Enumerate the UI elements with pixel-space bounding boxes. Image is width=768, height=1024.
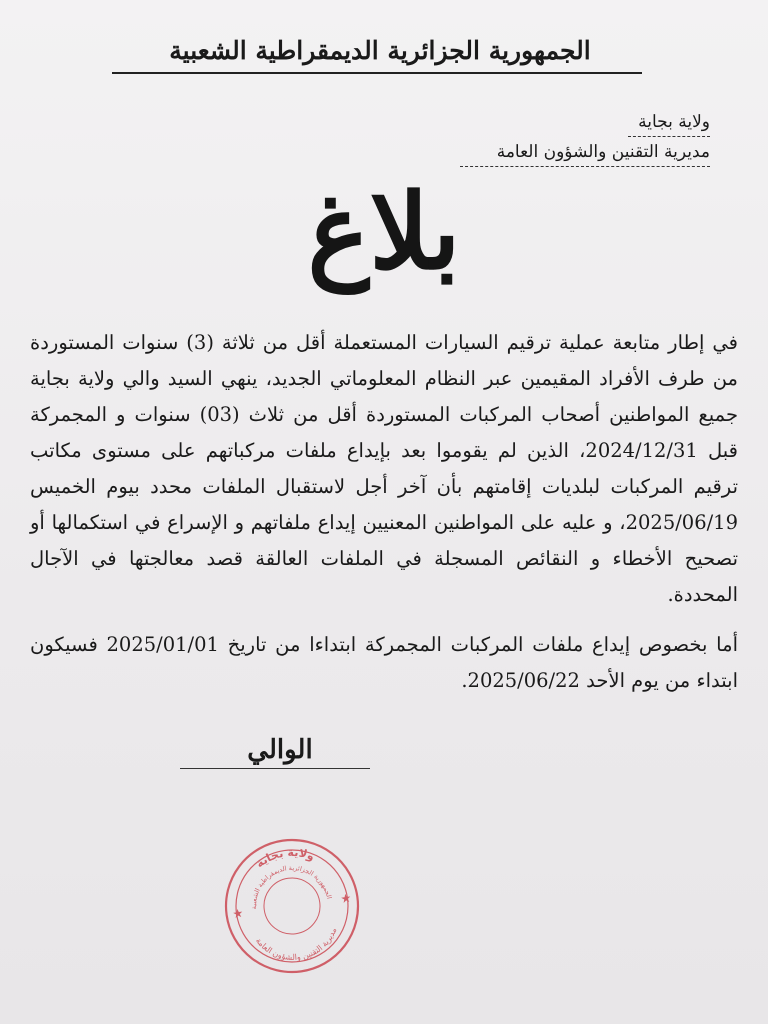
notice-body (30, 325, 738, 699)
stamp-center-ring (260, 874, 323, 937)
header-underline (112, 72, 642, 74)
body-paragraph-1: في إطار متابعة عملية ترقيم السيارات المستعملة أقل من ثلاثة (3) سنوات المستوردة من طرف الأفراد المقيمين عبر النظام المعلوماتي الجديد، ينهي السيد والي ولاية بجاية جميع المواطنين أصحاب المركبات المستوردة أقل من ثلاث (03) سنوات و المجمركة قبل 2024/12/31، الذين لم يقوموا بعد بإيداع ملفات مركباتهم على مستوى مكاتب ترقيم المركبات لبلديات إقامتهم بأن آخر أجل لاستقبال الملفات محدد بيوم الخميس 2025/06/19، و عليه على المواطنين المعنيين إيداع ملفاتهم و الإسراع في استكمالها أو تصحيح الأخطاء و النقائص المسجلة في الملفات العالقة قصد معالجتها في الآجال المحددة. (30, 331, 738, 606)
document-title: بلاغ (307, 170, 461, 293)
country-header: الجمهورية الجزائرية الديمقراطية الشعبية (169, 36, 591, 65)
official-stamp (213, 827, 371, 985)
stamp-inner-ring (229, 843, 355, 969)
signature-title: الوالي (247, 735, 313, 765)
body-paragraph-2: أما بخصوص إيداع ملفات المركبات المجمركة ابتداءا من تاريخ 2025/01/01 فسيكون ابتداء من يوم الأحد 2025/06/22. (30, 633, 738, 692)
stamp-province-text: ولاية بجاية (253, 845, 317, 871)
directorate-underline (460, 166, 710, 167)
signature-underline (180, 768, 370, 769)
stamp-star-right: ★ (339, 890, 353, 907)
stamp-republic-text: الجمهورية الجزائرية الديمقراطية الشعبية (249, 863, 334, 910)
directorate-name: مديرية التقنين والشؤون العامة (496, 142, 710, 162)
stamp-star-left: ★ (231, 905, 245, 922)
stamp-directorate-text: مديرية التقنين والشؤون العامة (253, 926, 339, 963)
province-underline (628, 136, 710, 137)
province-name: ولاية بجاية (638, 112, 710, 132)
